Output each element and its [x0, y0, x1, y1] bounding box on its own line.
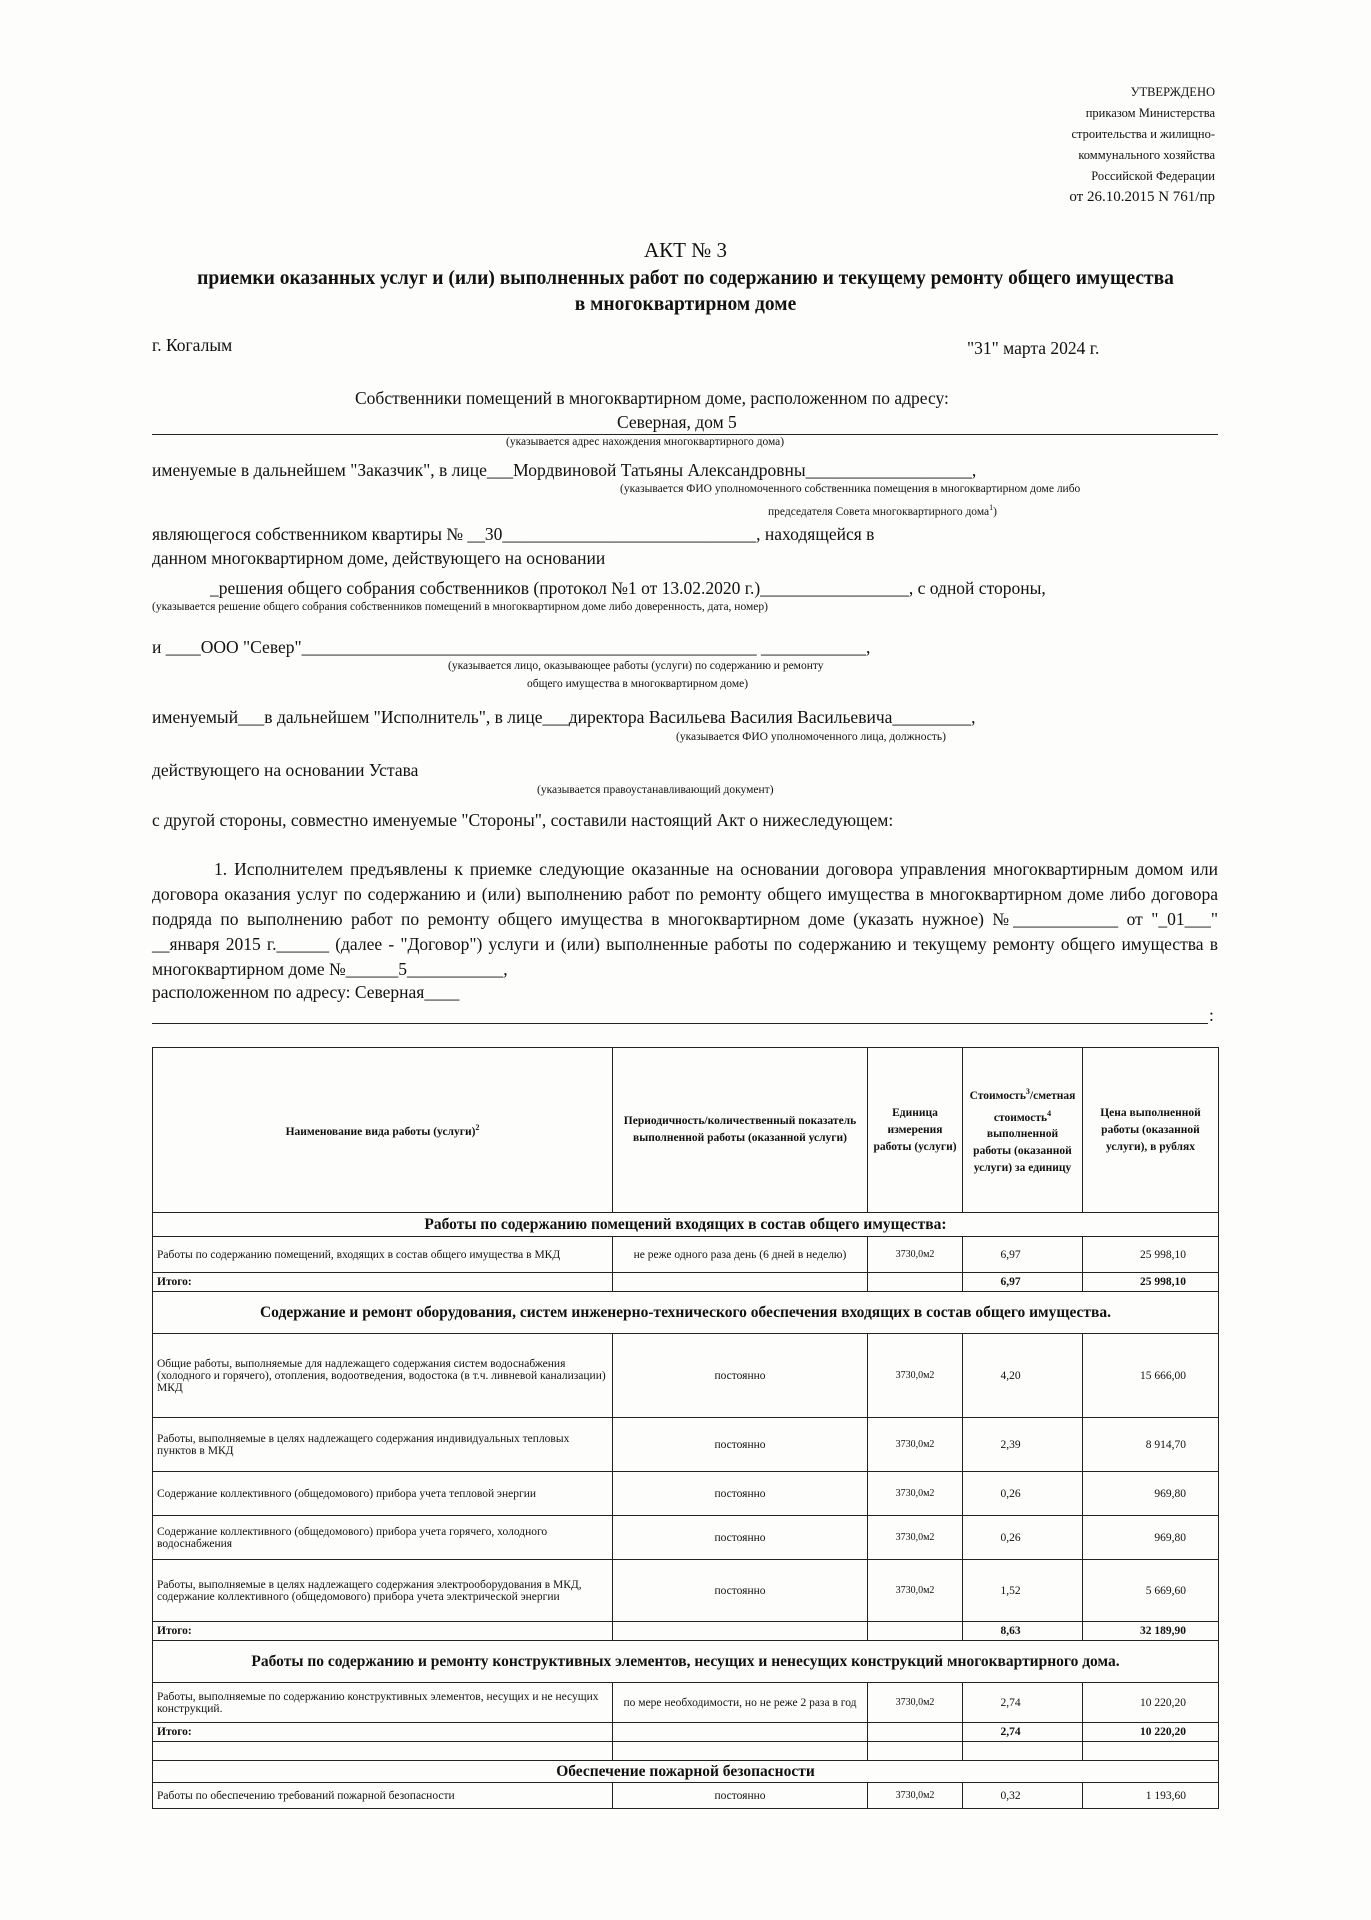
- cell-periodicity: постоянно: [613, 1334, 868, 1418]
- basis-hint: (указывается решение общего собрания собственников помещений в многоквартирном доме либо доверенность, дата, номер): [152, 601, 768, 613]
- total-price: 32 189,90: [1083, 1622, 1219, 1641]
- place-city: г. Когалым: [152, 335, 233, 355]
- total-label: Итого:: [153, 1273, 613, 1292]
- customer-hint: (указывается ФИО уполномоченного собственника помещения в многоквартирном доме либо: [620, 483, 1081, 495]
- table-row: [153, 1472, 1219, 1516]
- section-title: Работы по содержанию и ремонту конструктивных элементов, несущих и ненесущих конструкций многоквартирного дома.: [153, 1641, 1219, 1683]
- cell-empty: [613, 1742, 868, 1761]
- total-cost: 8,63: [963, 1622, 1083, 1641]
- owners-intro: Собственники помещений в многоквартирном доме, расположенном по адресу:: [355, 388, 949, 408]
- cell-unit: 3730,0м2: [868, 1783, 963, 1809]
- act-subtitle: приемки оказанных услуг и (или) выполненных работ по содержанию и текущему ремонту общего имущества: [197, 268, 1174, 289]
- cell-unit-cost: 0,26: [963, 1472, 1083, 1516]
- cell-work-name: Работы по обеспечению требований пожарной безопасности: [153, 1783, 613, 1809]
- cell-work-name: Общие работы, выполняемые для надлежащего содержания систем водоснабжения (холодного и горячего), отопления, водоотведения, водостока (в т.ч. ливневой канализации) МКД: [153, 1334, 613, 1418]
- total-cost: 6,97: [963, 1273, 1083, 1292]
- total-price: 10 220,20: [1083, 1723, 1219, 1742]
- table-row: [153, 1560, 1219, 1622]
- cell-empty: [868, 1622, 963, 1641]
- total-price: 25 998,10: [1083, 1273, 1219, 1292]
- cell-empty: [963, 1742, 1083, 1761]
- footnote-marker: 3: [1025, 1086, 1030, 1096]
- cell-unit: 3730,0м2: [868, 1683, 963, 1723]
- table-row: [153, 1237, 1219, 1273]
- cell-empty: [153, 1742, 613, 1761]
- customer-hint-text: председателя Совета многоквартирного дома: [768, 505, 990, 518]
- section-row: [153, 1292, 1219, 1334]
- cell-periodicity: по мере необходимости, но не реже 2 раза в год: [613, 1683, 868, 1723]
- cell-unit-cost: 6,97: [963, 1237, 1083, 1273]
- header-work-name-text: Наименование вида работы (услуги): [285, 1125, 476, 1138]
- cell-price: 25 998,10: [1083, 1237, 1219, 1273]
- cell-unit-cost: 4,20: [963, 1334, 1083, 1418]
- total-label: Итого:: [153, 1723, 613, 1742]
- cell-price: 969,80: [1083, 1472, 1219, 1516]
- approval-line: приказом Министерства: [1085, 106, 1215, 120]
- cell-unit-cost: 0,32: [963, 1783, 1083, 1809]
- cell-unit-cost: 1,52: [963, 1560, 1083, 1622]
- clause-1-address: расположенном по адресу: Северная____: [152, 982, 460, 1002]
- total-cost: 2,74: [963, 1723, 1083, 1742]
- cell-price: 15 666,00: [1083, 1334, 1219, 1418]
- contractor-line: и ____ООО "Север"____________________________________________________ ____________,: [152, 637, 871, 657]
- cell-periodicity: постоянно: [613, 1516, 868, 1560]
- total-row: [153, 1273, 1219, 1292]
- clause-1-colon: :: [1209, 1005, 1214, 1025]
- customer-hint-close: ): [993, 505, 997, 518]
- total-row: [153, 1723, 1219, 1742]
- act-number: АКТ № 3: [643, 238, 728, 262]
- cell-periodicity: постоянно: [613, 1472, 868, 1516]
- act-subtitle-line2: в многоквартирном доме: [574, 294, 797, 315]
- act-date: "31" марта 2024 г.: [967, 338, 1100, 358]
- approval-stamp-block: [1069, 82, 1215, 208]
- section-row: [153, 1213, 1219, 1237]
- executor-line: именуемый___в дальнейшем "Исполнитель", в лице___директора Васильева Василия Васильевича_________,: [152, 707, 976, 727]
- table-row: [153, 1418, 1219, 1472]
- cell-unit-cost: 2,74: [963, 1683, 1083, 1723]
- cell-price: 969,80: [1083, 1516, 1219, 1560]
- cell-unit-cost: 2,39: [963, 1418, 1083, 1472]
- cell-work-name: Работы, выполняемые в целях надлежащего содержания электрооборудования в МКД, содержание коллективного (общедомового) прибора учета электрической энергии: [153, 1560, 613, 1622]
- parties-line: с другой стороны, совместно именуемые "Стороны", составили настоящий Акт о нижеследующем:: [152, 810, 894, 830]
- cell-empty: [613, 1723, 868, 1742]
- approval-line: УТВЕРЖДЕНО: [1130, 85, 1215, 99]
- total-row: [153, 1622, 1219, 1641]
- header-periodicity: Периодичность/количественный показатель выполненной работы (оказанной услуги): [613, 1048, 868, 1213]
- executor-hint: (указывается ФИО уполномоченного лица, должность): [676, 731, 946, 743]
- cell-periodicity: постоянно: [613, 1418, 868, 1472]
- cell-periodicity: постоянно: [613, 1783, 868, 1809]
- section-title: Содержание и ремонт оборудования, систем инженерно-технического обеспечения входящих в состав общего имущества.: [153, 1292, 1219, 1334]
- cell-empty: [613, 1273, 868, 1292]
- footnote-marker: 1: [989, 503, 994, 512]
- table-header-row: [153, 1048, 1219, 1213]
- cell-work-name: Содержание коллективного (общедомового) прибора учета горячего, холодного водоснабжения: [153, 1516, 613, 1560]
- table-row: [153, 1516, 1219, 1560]
- clause-1-underline: [152, 1023, 1208, 1024]
- cell-periodicity: постоянно: [613, 1560, 868, 1622]
- contractor-hint: (указывается лицо, оказывающее работы (услуги) по содержанию и ремонту: [448, 660, 824, 672]
- owner-flat-line-2: данном многоквартирном доме, действующего на основании: [152, 548, 606, 568]
- cell-price: 8 914,70: [1083, 1418, 1219, 1472]
- cell-unit: 3730,0м2: [868, 1237, 963, 1273]
- cell-unit: 3730,0м2: [868, 1560, 963, 1622]
- table-row: [153, 1334, 1219, 1418]
- header-unit: Единица измерения работы (услуги): [868, 1048, 963, 1213]
- approval-line: строительства и жилищно-: [1071, 127, 1215, 141]
- approval-line: коммунального хозяйства: [1078, 148, 1215, 162]
- contractor-hint-2: общего имущества в многоквартирном доме): [527, 678, 749, 690]
- table-row: [153, 1683, 1219, 1723]
- customer-line: именуемые в дальнейшем "Заказчик", в лице___Мордвиновой Татьяны Александровны___________________,: [152, 460, 977, 480]
- cell-empty: [1083, 1742, 1219, 1761]
- header-price: Цена выполненной работы (оказанной услуги), в рублях: [1083, 1048, 1219, 1213]
- cell-empty: [868, 1273, 963, 1292]
- cell-unit: 3730,0м2: [868, 1516, 963, 1560]
- cell-unit: 3730,0м2: [868, 1334, 963, 1418]
- basis-line: _решения общего собрания собственников (протокол №1 от 13.02.2020 г.)_________________, с одной стороны,: [210, 578, 1046, 598]
- approval-line: Российской Федерации: [1091, 169, 1215, 183]
- cell-unit: 3730,0м2: [868, 1418, 963, 1472]
- cell-work-name: Работы, выполняемые по содержанию конструктивных элементов, несущих и не несущих конструкций.: [153, 1683, 613, 1723]
- footnote-marker: 2: [475, 1123, 480, 1133]
- footnote-marker: 4: [1047, 1108, 1052, 1118]
- cell-empty: [613, 1622, 868, 1641]
- total-label: Итого:: [153, 1622, 613, 1641]
- approval-order-number: от 26.10.2015 N 761/пр: [1069, 189, 1215, 205]
- owner-flat-line: являющегося собственником квартиры № __30_____________________________, находящейся в: [152, 524, 875, 544]
- cell-price: 10 220,20: [1083, 1683, 1219, 1723]
- customer-hint-2: [768, 503, 997, 518]
- cell-price: 1 193,60: [1083, 1783, 1219, 1809]
- header-cost-text: Стоимость: [969, 1089, 1026, 1102]
- works-table: [152, 1047, 1219, 1809]
- cell-unit-cost: 0,26: [963, 1516, 1083, 1560]
- cell-work-name: Работы, выполняемые в целях надлежащего содержания индивидуальных тепловых пунктов в МКД: [153, 1418, 613, 1472]
- cell-periodicity: не реже одного раза день (6 дней в неделю): [613, 1237, 868, 1273]
- address-underline: [152, 434, 1218, 435]
- cell-empty: [868, 1723, 963, 1742]
- cell-work-name: Содержание коллективного (общедомового) прибора учета тепловой энергии: [153, 1472, 613, 1516]
- house-address: Северная, дом 5: [617, 412, 737, 432]
- acting-basis-line: действующего на основании Устава: [152, 760, 419, 780]
- clause-1: 1. Исполнителем предъявлены к приемке следующие оказанные на основании договора управления многоквартирным домом или договора оказания услуг по содержанию и (или) выполнению работ по ремонту общего имущества в многоквартирном доме либо договора подряда по выполнению работ по ремонту общего имущества в многоквартирном доме (указать нужное) №____________ от "_01___" __января 2015 г.______ (далее - "Договор") услуги и (или) выполненные работы по содержанию и текущему ремонту общего имущества в многоквартирном доме №______5___________,: [152, 859, 1218, 979]
- header-work-name: [153, 1048, 613, 1213]
- acting-basis-hint: (указывается правоустанавливающий документ): [537, 784, 774, 796]
- table-row: [153, 1783, 1219, 1809]
- empty-row: [153, 1742, 1219, 1761]
- section-row: [153, 1761, 1219, 1783]
- cell-unit: 3730,0м2: [868, 1472, 963, 1516]
- header-cost-text: /сметная стоимость: [993, 1089, 1076, 1124]
- header-cost-text: выполненной работы (оказанной услуги) за единицу: [973, 1128, 1072, 1175]
- section-title: Обеспечение пожарной безопасности: [153, 1761, 1219, 1783]
- section-title: Работы по содержанию помещений входящих в состав общего имущества:: [153, 1213, 1219, 1237]
- header-unit-cost: [963, 1048, 1083, 1213]
- cell-work-name: Работы по содержанию помещений, входящих в состав общего имущества в МКД: [153, 1237, 613, 1273]
- cell-price: 5 669,60: [1083, 1560, 1219, 1622]
- section-row: [153, 1641, 1219, 1683]
- cell-empty: [868, 1742, 963, 1761]
- address-hint: (указывается адрес нахождения многоквартирного дома): [506, 436, 785, 448]
